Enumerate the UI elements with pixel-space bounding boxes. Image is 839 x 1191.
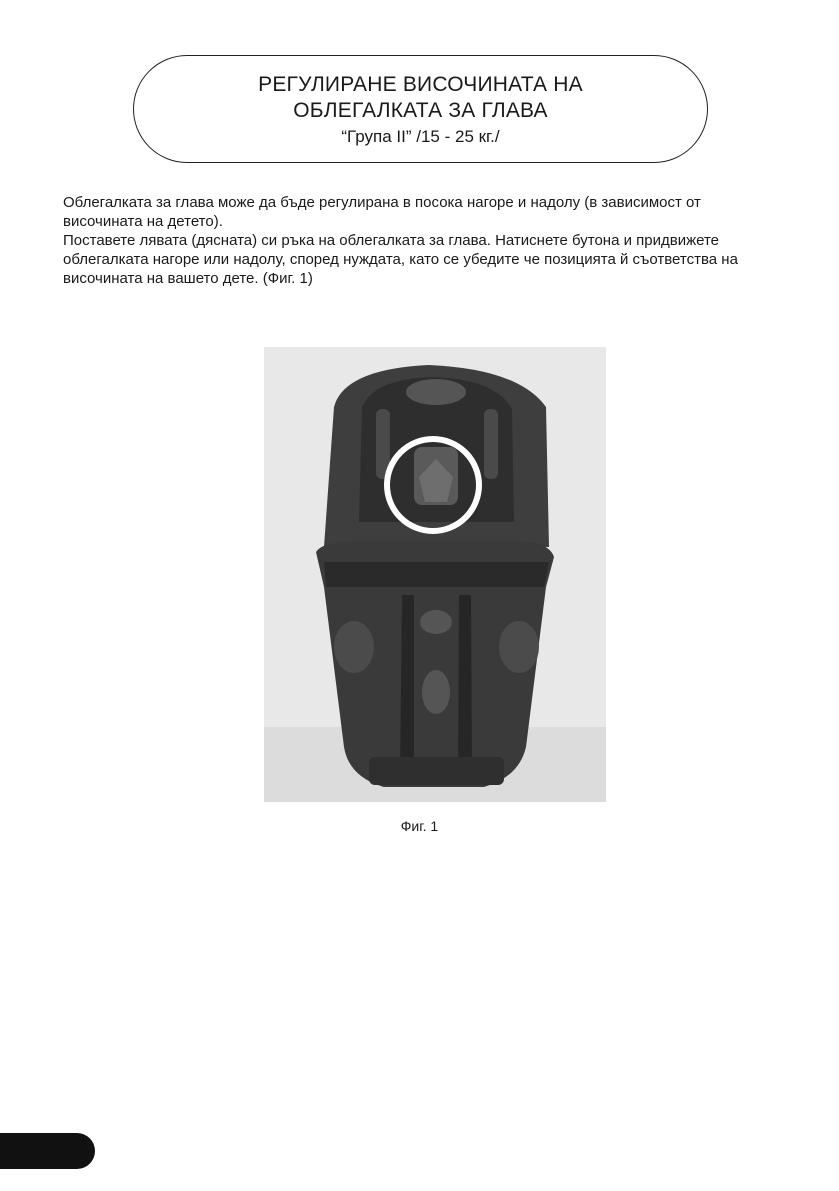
page-title-line-2: ОБЛЕГАЛКАТА ЗА ГЛАВА bbox=[293, 99, 548, 122]
figure-caption: Фиг. 1 bbox=[400, 818, 439, 834]
car-seat-illustration bbox=[264, 347, 606, 802]
paragraph-1: Облегалката за глава може да бъде регулирана в посока нагоре и надолу (в зависимост от височината на детето). bbox=[63, 194, 701, 230]
body-text bbox=[63, 193, 783, 288]
page-title-line-1: РЕГУЛИРАНЕ ВИСОЧИНАТА НА bbox=[258, 73, 583, 96]
page-tab-marker bbox=[0, 1133, 95, 1169]
page-subtitle: “Група II” /15 - 25 кг./ bbox=[341, 127, 500, 146]
car-seat-photo bbox=[264, 347, 606, 802]
paragraph-2: Поставете лявата (дясната) си ръка на облегалката за глава. Натиснете бутона и придвижете облегалката нагоре или надолу, според нуждата, като се убедите че позицията й съответства на височината на вашето дете. (Фиг. 1) bbox=[63, 232, 738, 287]
title-box bbox=[133, 55, 708, 163]
